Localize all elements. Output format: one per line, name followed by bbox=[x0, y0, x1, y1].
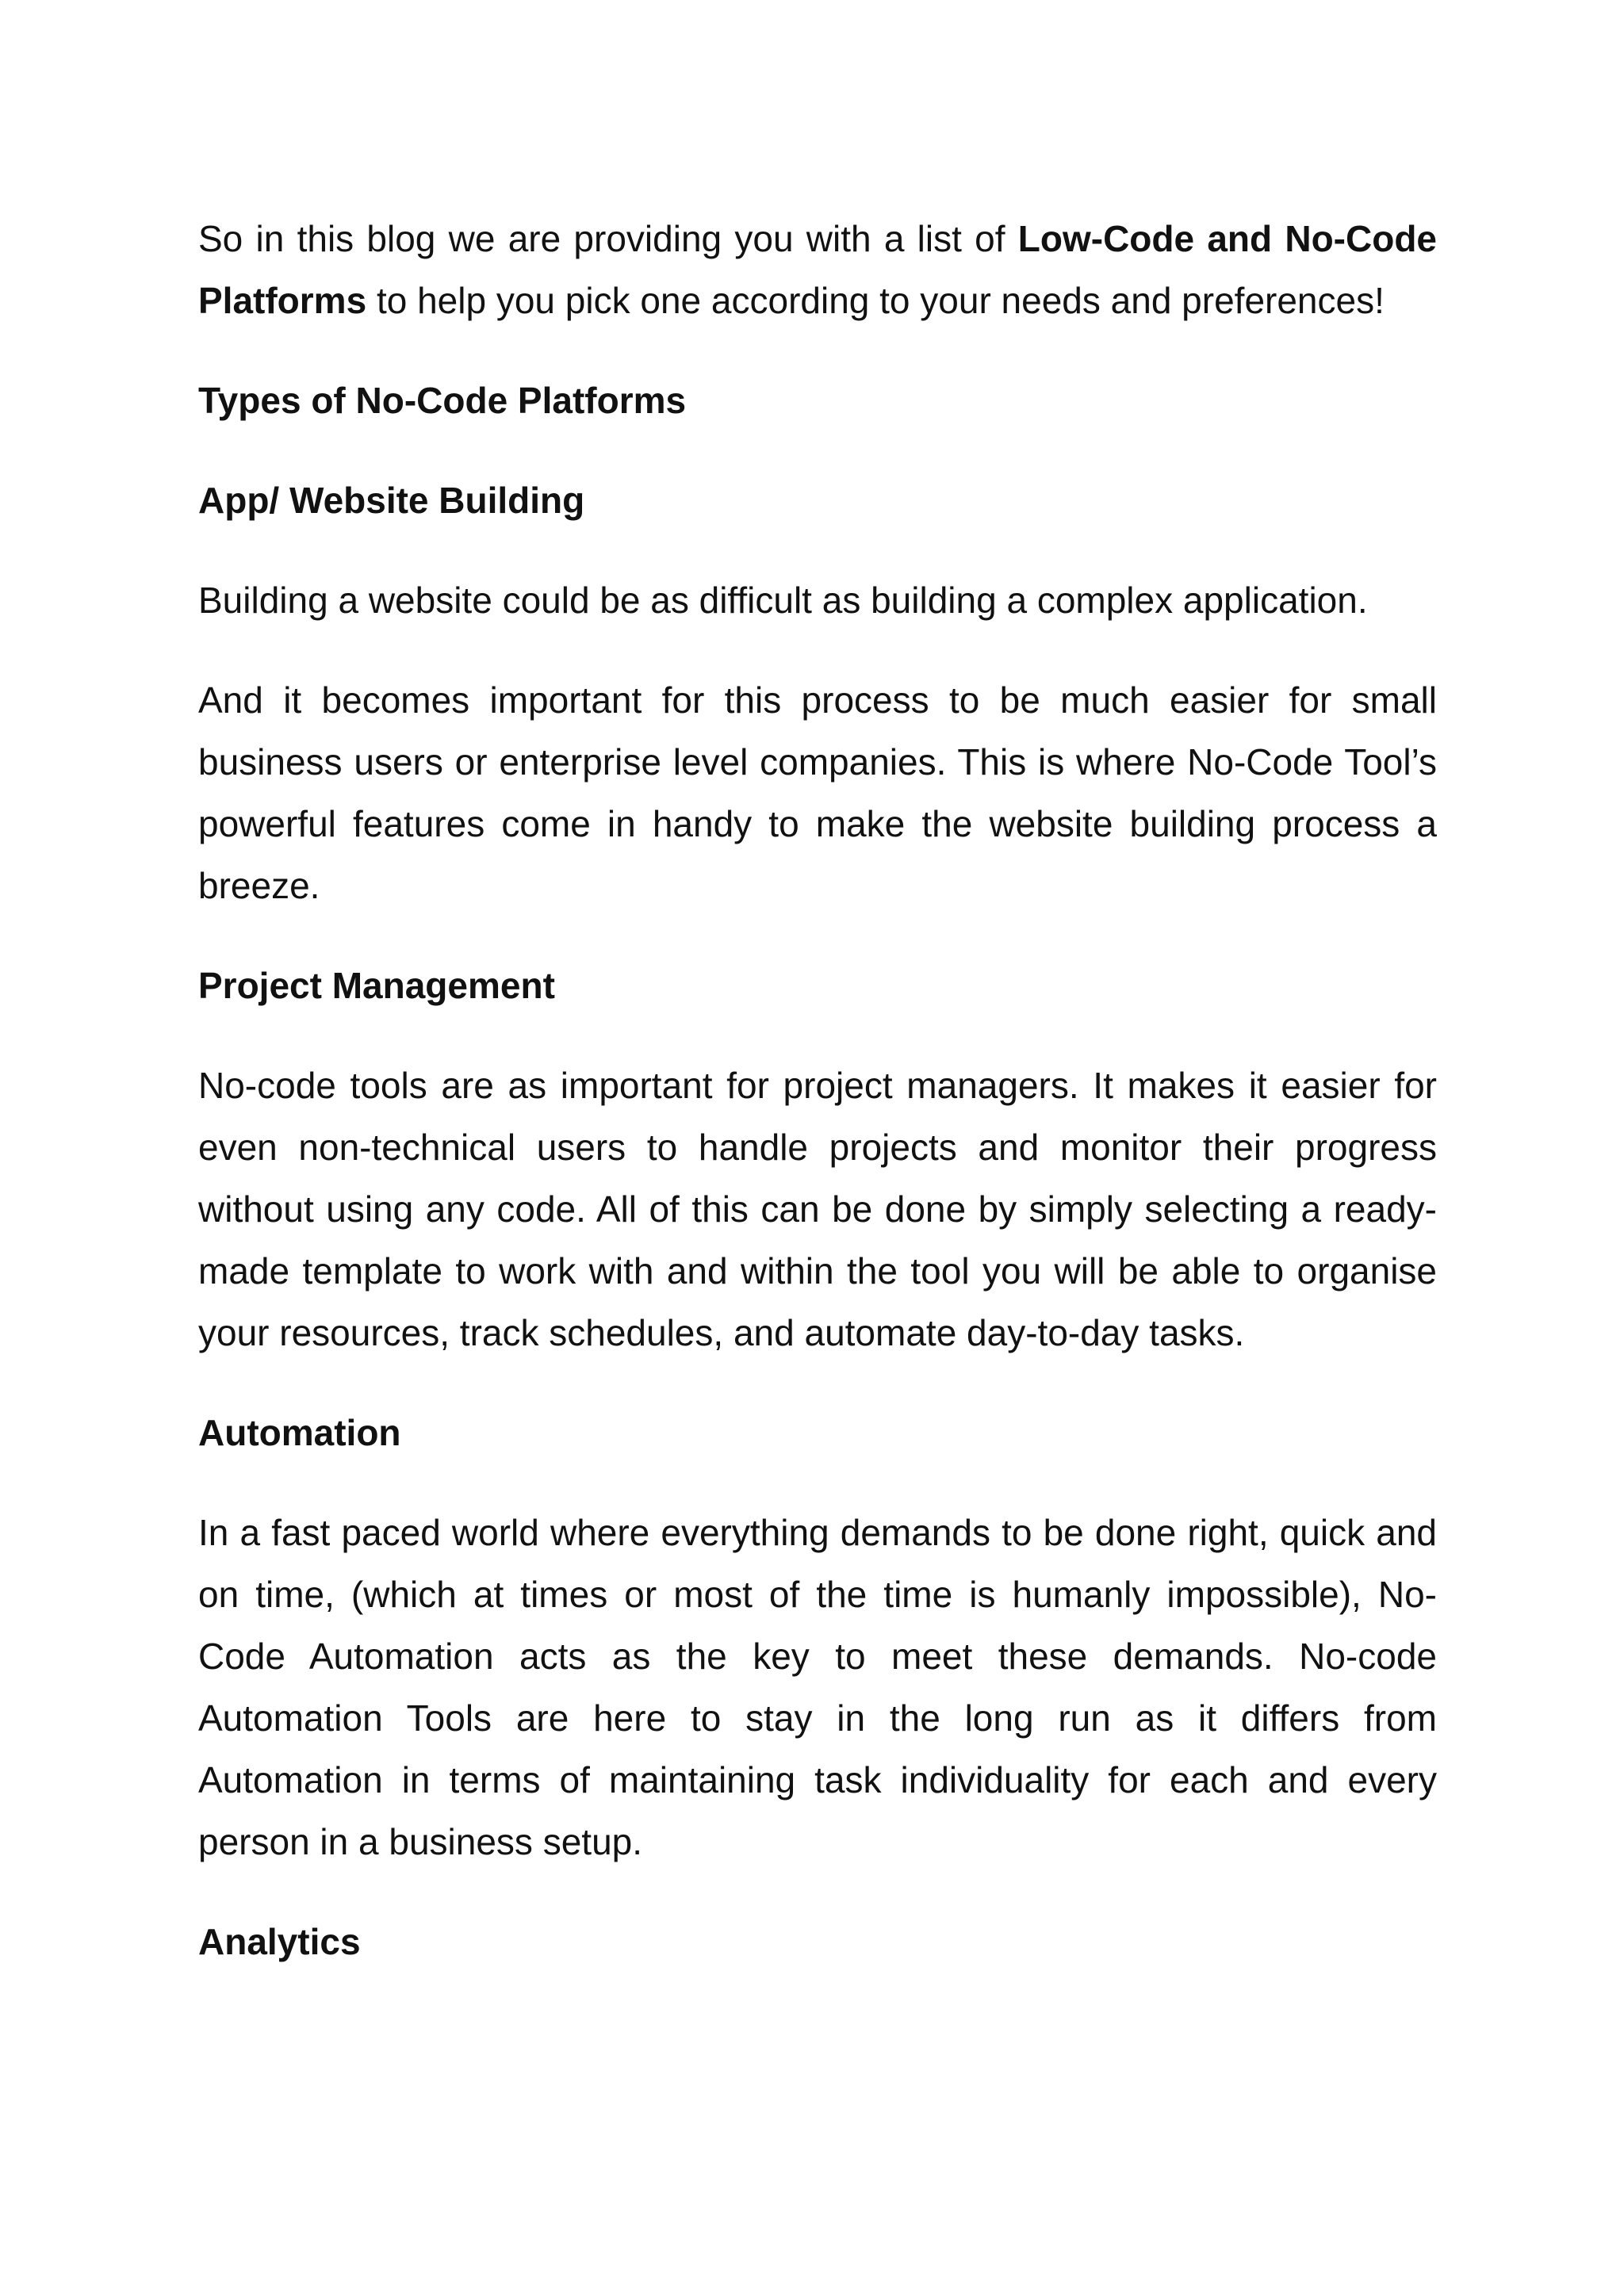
paragraph-project-management: No-code tools are as important for project managers. It makes it easier for even non-technical users to handle projects and monitor their progress without using any code. All of this can be done by simply selecting a ready-made template to work with and within the tool you will be able to organise your resources, track schedules, and automate day-to-day tasks. bbox=[198, 1065, 1437, 1353]
intro-text-start: So in this blog we are providing you with a list of bbox=[198, 218, 1018, 259]
intro-paragraph bbox=[198, 208, 1437, 331]
paragraph-automation: In a fast paced world where everything demands to be done right, quick and on time, (which at times or most of the time is humanly impossible), No-Code Automation acts as the key to meet these demands. No-code Automation Tools are here to stay in the long run as it differs from Automation in terms of maintaining task individuality for each and every person in a business setup. bbox=[198, 1512, 1437, 1862]
intro-bold-text: Low-Code and No-Code Platforms bbox=[198, 218, 1438, 321]
heading-types: Types of No-Code Platforms bbox=[198, 380, 687, 421]
intro-text-end: to help you pick one according to your needs and preferences! bbox=[366, 280, 1385, 321]
paragraph-app-1: Building a website could be as difficult as building a complex application. bbox=[198, 580, 1368, 621]
heading-app-website-building: App/ Website Building bbox=[198, 480, 585, 521]
heading-analytics: Analytics bbox=[198, 1921, 361, 1962]
heading-project-management: Project Management bbox=[198, 965, 555, 1006]
paragraph-app-2: And it becomes important for this process to be much easier for small business users or enterprise level companies. This is where No-Code Tool’s powerful features come in handy to make the website building process a breeze. bbox=[198, 679, 1437, 906]
heading-automation: Automation bbox=[198, 1412, 401, 1453]
